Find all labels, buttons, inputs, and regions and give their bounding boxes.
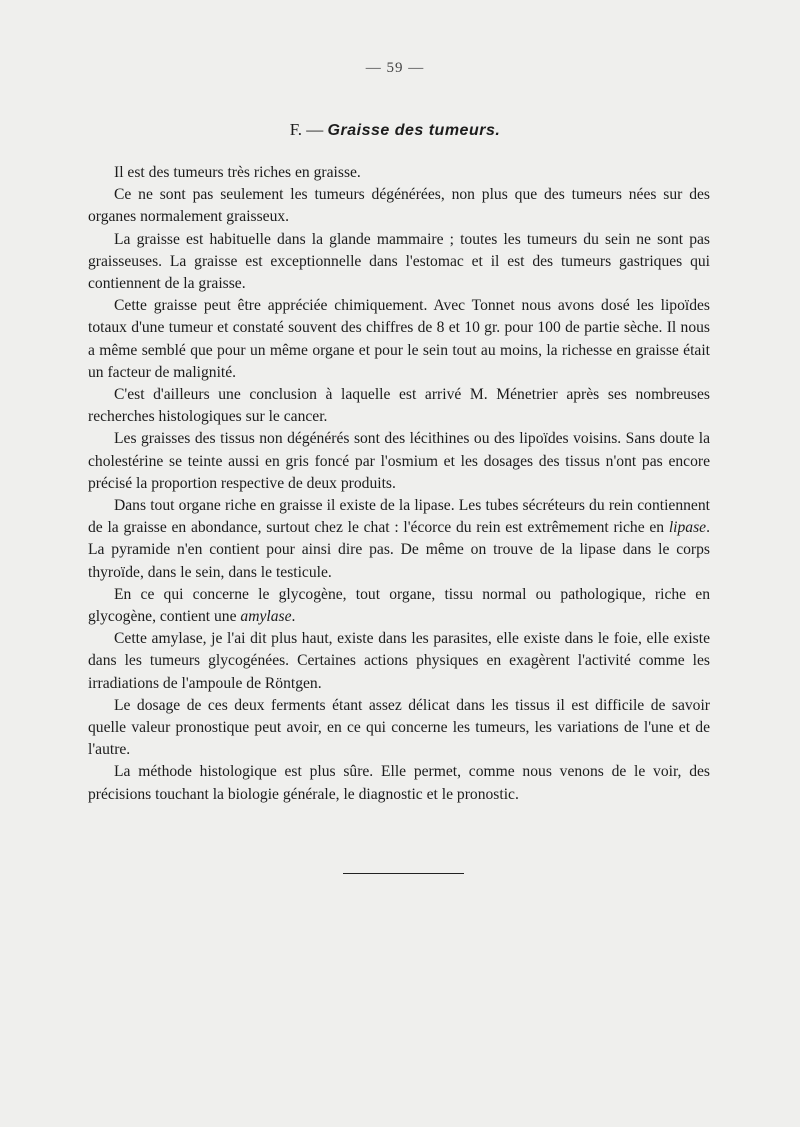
paragraph-6: Les graisses des tissus non dégénérés sont des lécithines ou des lipoïdes voisins. Sans doute la cholestérine se teinte aussi en gris foncé par l'osmium et les dosages des tissus n'ont pas encore précisé la proportion respective de deux produits. [88,430,710,492]
paragraph-7-part-2: . La pyramide n'en contient pour ainsi dire pas. De même on trouve de la lipase dans le corps thyroïde, dans le sein, dans le testicule. [88,519,710,581]
section-letter: F. [289,120,303,139]
paragraph-2: Ce ne sont pas seulement les tumeurs dégénérées, non plus que des tumeurs nées sur des organes normalement graisseux. [88,186,710,226]
paragraph-7 [88,495,710,584]
paragraph-5: C'est d'ailleurs une conclusion à laquelle est arrivé M. Ménetrier après ses nombreuses recherches histologiques sur le cancer. [88,386,710,426]
paragraph-8-part-2: . [291,608,296,626]
paragraph-7-part-1: Dans tout organe riche en graisse il existe de la lipase. Les tubes sécréteurs du rein contiennent de la graisse en abondance, surtout chez le chat : l'écorce du rein est extrêmement riche en [88,497,710,537]
section-end-rule [343,873,464,874]
section-heading [0,120,790,140]
paragraph-8-italic: amylase [240,608,292,626]
paragraph-8 [88,584,710,628]
page-number: — 59 — [365,60,425,76]
paragraph-11: La méthode histologique est plus sûre. Elle permet, comme nous venons de le voir, des précisions touchant la biologie générale, le diagnostic et le pronostic. [88,763,710,803]
paragraph-3: La graisse est habituelle dans la glande mammaire ; toutes les tumeurs du sein ne sont pas graisseuses. La graisse est exceptionnelle dans l'estomac et il est des tumeurs gastriques qui contiennent de la graisse. [88,230,710,293]
paragraph-10: Le dosage de ces deux ferments étant assez délicat dans les tissus il est difficile de savoir quelle valeur pronostique peut avoir, en ce qui concerne les tumeurs, les variations de l'une et de l'autre. [88,696,710,759]
paragraph-1: Il est des tumeurs très riches en graisse. [114,164,361,181]
paragraph-8-part-1: En ce qui concerne le glycogène, tout organe, tissu normal ou pathologique, riche en glycogène, contient une [88,585,710,626]
section-title: Graisse des tumeurs. [327,122,501,139]
section-dash: — [306,120,324,139]
paragraph-7-italic: lipase [668,519,707,537]
paragraph-9: Cette amylase, je l'ai dit plus haut, existe dans les parasites, elle existe dans le foie, elle existe dans les tumeurs glycogénées. Certaines actions physiques en exagèrent l'activité comme les irradiations de l'ampoule de Röntgen. [88,630,710,692]
paragraph-4: Cette graisse peut être appréciée chimiquement. Avec Tonnet nous avons dosé les lipoïdes totaux d'une tumeur et constaté souvent des chiffres de 8 et 10 gr. pour 100 de partie sèche. Il nous a même semblé que pour un même organe et pour le sein tout au moins, la richesse en graisse était un facteur de malignité. [88,297,710,381]
body-text [88,162,710,806]
